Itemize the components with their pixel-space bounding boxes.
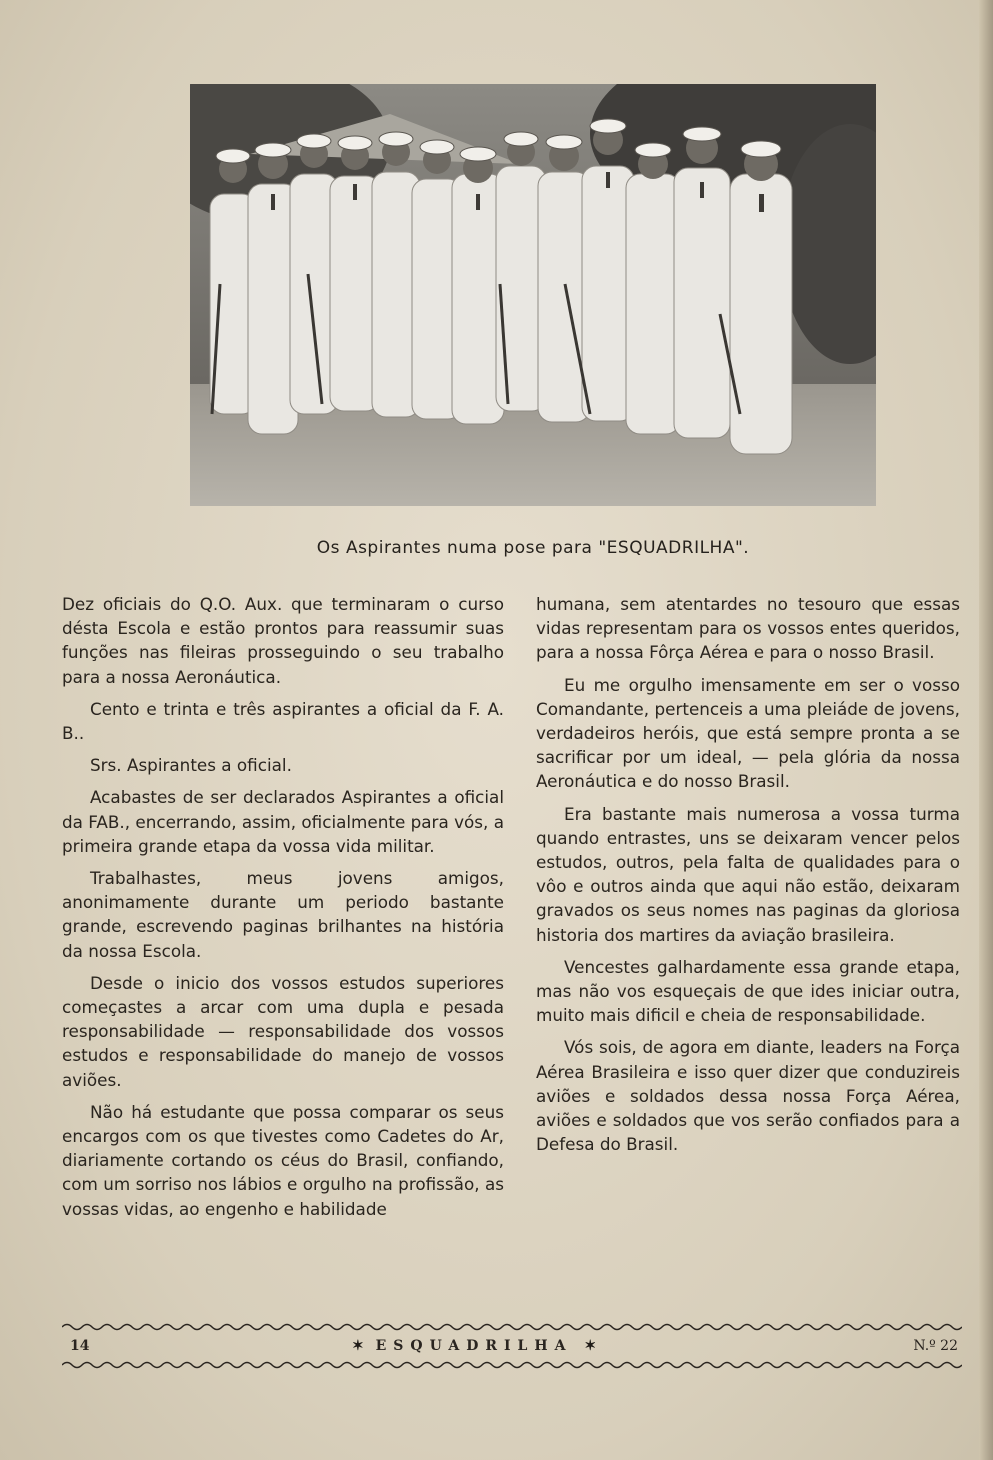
paragraph: Srs. Aspirantes a oficial. <box>90 755 292 776</box>
page-footer <box>62 1322 962 1382</box>
star-icon: ✶ <box>352 1338 364 1354</box>
right-text-column <box>536 592 960 1164</box>
paragraph: Acabastes de ser declarados Aspirantes a oficial da FAB., encerrando, assim, oficialmente para vós, a primeira grande etapa da vossa vida militar. <box>62 787 504 856</box>
star-icon: ✶ <box>584 1338 597 1354</box>
page-number: 14 <box>70 1338 90 1354</box>
photo-caption: Os Aspirantes numa pose para "ESQUADRILHA". <box>316 538 750 558</box>
group-photo <box>190 84 876 506</box>
paragraph: Desde o inicio dos vossos estudos superiores começastes a arcar com uma dupla e pesada responsabilidade — responsabilidade dos vossos estudos e responsabilidade do manejo de vossos aviões. <box>62 972 504 1090</box>
page-spine-shadow <box>979 0 993 1460</box>
paragraph: Cento e trinta e três aspirantes a oficial da F. A. B.. <box>62 698 504 744</box>
magazine-title-text: ESQUADRILHA <box>375 1338 573 1354</box>
paragraph: Vós sois, de agora em diante, leaders na Força Aérea Brasileira e isso quer dizer que conduzireis aviões e soldados dessa nossa Força Aérea, aviões e soldados que vos serão confiados para a Defesa do Brasil. <box>536 1037 960 1155</box>
group-photo-icon <box>190 84 876 506</box>
paragraph: Era bastante mais numerosa a vossa turma quando entrastes, uns se deixaram vencer pelos estudos, outros, pela falta de qualidades para o vôo e outros ainda que aqui não estão, deixaram gravados os seus nomes nas paginas da gloriosa historia dos martires da aviação brasileira. <box>536 803 960 945</box>
paragraph: humana, sem atentardes no tesouro que essas vidas representam para os vossos entes queridos, para a nossa Fôrça Aérea e para o nosso Brasil. <box>536 594 960 663</box>
paragraph: Não há estudante que possa comparar os seus encargos com os que tivestes como Cadetes do Ar, diariamente cortando os céus do Brasil, confiando, com um sorriso nos lábios e orgulho na profissão, as vossas vidas, ao engenho e habilidade <box>62 1101 504 1219</box>
magazine-title <box>352 1338 596 1354</box>
left-text-column <box>62 592 504 1229</box>
paragraph: Eu me orgulho imensamente em ser o vosso Comandante, pertenceis a uma pleiáde de jovens, verdadeiros heróis, que está sempre pronta a se sacrificar por um ideal, — pela glória da nossa Aeronáutica e do nosso Brasil. <box>536 674 960 792</box>
issue-number: N.º 22 <box>913 1338 958 1354</box>
wavy-rule-bottom <box>62 1360 962 1370</box>
paragraph: Vencestes galhardamente essa grande etapa, mas não vos esqueçais de que ides iniciar outra, muito mais dificil e cheia de responsabilidade. <box>536 956 960 1026</box>
wavy-rule-top <box>62 1322 962 1332</box>
paragraph: Trabalhastes, meus jovens amigos, anonimamente durante um periodo bastante grande, escrevendo paginas brilhantes na história da nossa Escola. <box>62 868 504 961</box>
paragraph: Dez oficiais do Q.O. Aux. que terminaram o curso désta Escola e estão prontos para reassumir suas funções nas fileiras prosseguindo o seu trabalho para a nossa Aeronáutica. <box>62 594 504 687</box>
footer-row <box>62 1336 962 1358</box>
